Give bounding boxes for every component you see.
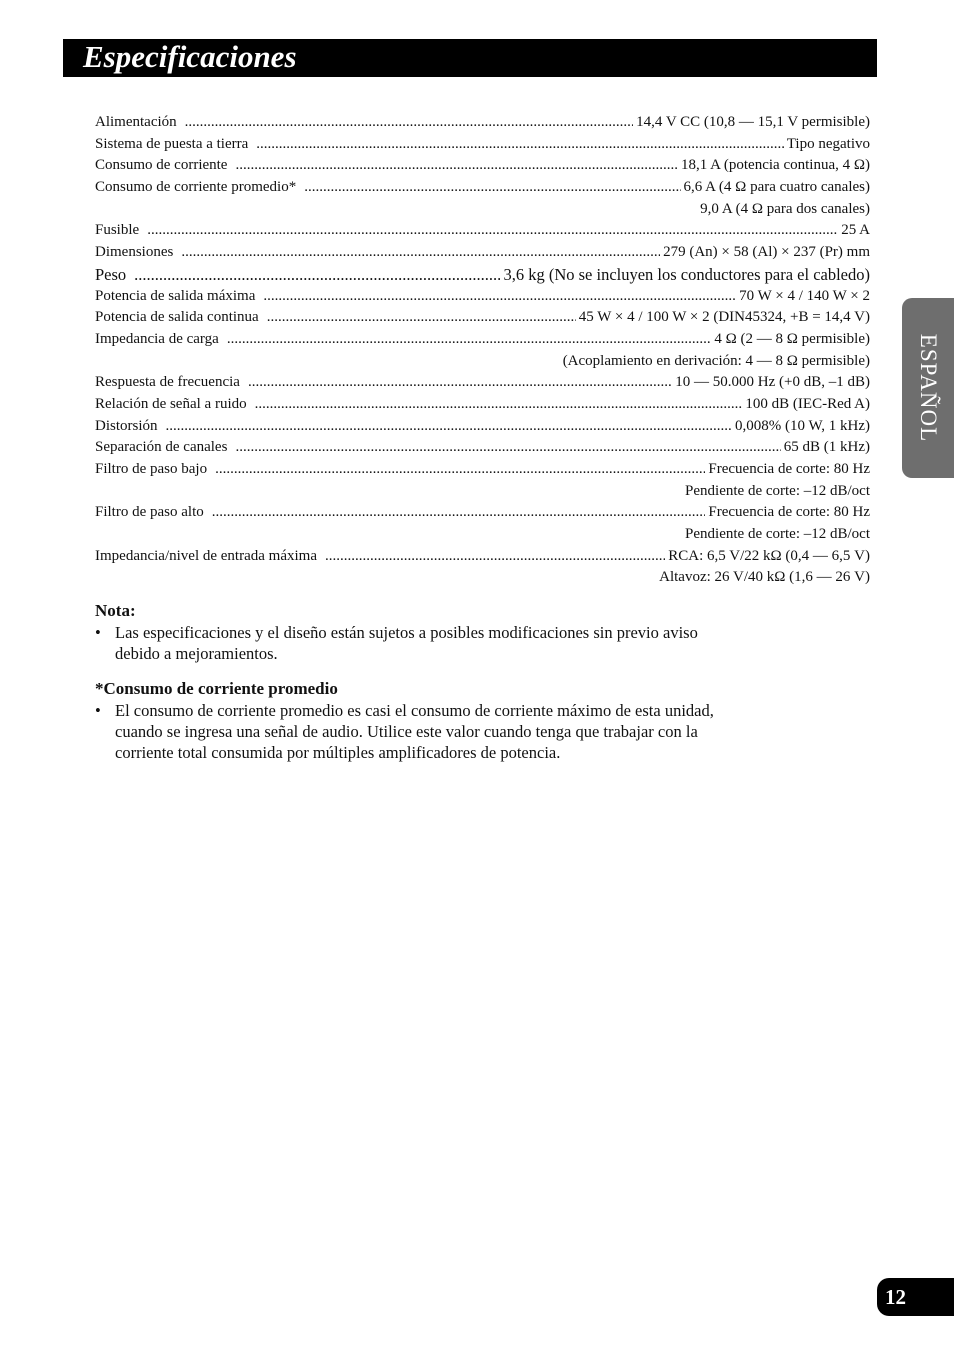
dot-leader: [227, 329, 712, 351]
dot-leader: [181, 242, 660, 264]
nota-bullet-text: Las especificaciones y el diseño están sujetos a posibles modificaciones sin previo aviso debido a mejoramientos.: [115, 623, 698, 663]
spec-label: Filtro de paso bajo: [95, 461, 208, 477]
spec-label: Potencia de salida continua: [95, 309, 259, 326]
dot-leader: [235, 155, 678, 177]
spec-label: Filtro de paso alto: [95, 504, 204, 521]
spec-value: 9,0 A (4 Ω para dos canales): [700, 200, 870, 217]
dot-leader: [147, 220, 838, 242]
spec-row: [95, 437, 870, 459]
spec-label: Peso: [95, 264, 127, 284]
spec-label: Potencia de salida máxima: [95, 287, 256, 304]
spec-label: Relación de señal a ruido: [95, 395, 247, 412]
spec-value: Pendiente de corte: –12 dB/oct: [685, 526, 870, 543]
spec-value: 0,008% (10 W, 1 kHz): [735, 417, 870, 434]
dot-leader: [255, 394, 743, 416]
spec-row-continuation: [95, 351, 870, 373]
spec-row-continuation: [95, 567, 870, 589]
spec-label: Consumo de corriente promedio*: [95, 179, 297, 196]
dot-leader: [235, 437, 780, 459]
spec-row: [95, 502, 870, 524]
page-title: Especificaciones: [83, 39, 297, 74]
spec-value: Tipo negativo: [786, 135, 870, 152]
spec-label: Impedancia/nivel de entrada máxima: [95, 547, 317, 564]
consumo-bullet-text: El consumo de corriente promedio es casi el consumo de corriente máximo de esta unidad, cuando se ingresa una señal de audio. Utilice este valor cuando tenga que trabajar con la corriente total consumida por múltiples amplificadores de potencia.: [115, 701, 714, 762]
spec-value: 10 — 50.000 Hz (+0 dB, –1 dB): [675, 374, 870, 391]
spec-row: [95, 112, 870, 134]
dot-leader: [304, 177, 680, 199]
nota-heading: Nota:: [95, 601, 136, 620]
spec-value: Frecuencia de corte: 80 Hz: [708, 461, 870, 477]
consumo-bullet: [95, 700, 735, 763]
page-number: 12: [885, 1285, 906, 1309]
spec-label: Respuesta de frecuencia: [95, 374, 240, 391]
spec-row: [95, 242, 870, 264]
title-bar: [63, 39, 877, 77]
spec-row: [95, 220, 870, 242]
spec-value: 279 (An) × 58 (Al) × 237 (Pr) mm: [663, 244, 870, 261]
spec-row: [95, 329, 870, 351]
spec-label: Sistema de puesta a tierra: [95, 135, 249, 152]
consumo-heading: *Consumo de corriente promedio: [95, 679, 338, 698]
spec-row: [95, 546, 870, 568]
spec-value: 18,1 A (potencia continua, 4 Ω): [680, 157, 870, 174]
spec-value: Pendiente de corte: –12 dB/oct: [685, 482, 870, 499]
spec-row: [95, 155, 870, 177]
spec-row: [95, 307, 870, 329]
language-tab: [902, 298, 954, 478]
page-number-badge: [877, 1278, 954, 1316]
spec-value: 6,6 A (4 Ω para cuatro canales): [683, 179, 870, 196]
dot-leader: [215, 459, 705, 481]
spec-value: 70 W × 4 / 140 W × 2: [739, 287, 870, 304]
spec-row: [95, 177, 870, 199]
dot-leader: [248, 372, 672, 394]
spec-row-continuation: [95, 524, 870, 546]
specifications-list: [95, 112, 870, 589]
spec-label: Distorsión: [95, 417, 158, 434]
spec-value: Frecuencia de corte: 80 Hz: [708, 504, 870, 521]
dot-leader: [166, 416, 732, 438]
spec-label: Separación de canales: [95, 439, 228, 456]
spec-value: (Acoplamiento en derivación: 4 — 8 Ω permisible): [562, 352, 870, 369]
spec-value: 14,4 V CC (10,8 — 15,1 V permisible): [636, 114, 870, 130]
spec-value: 65 dB (1 kHz): [783, 439, 870, 456]
spec-row: [95, 134, 870, 156]
spec-row: [95, 372, 870, 394]
dot-leader: [325, 546, 665, 568]
dot-leader: [256, 134, 784, 156]
spec-row: [95, 394, 870, 416]
spec-value: 3,6 kg (No se incluyen los conductores para el cabledo): [503, 264, 870, 284]
spec-row-continuation: [95, 199, 870, 221]
spec-label: Consumo de corriente: [95, 157, 228, 174]
spec-row-continuation: [95, 481, 870, 503]
spec-value: 25 A: [841, 222, 870, 239]
spec-row: [95, 459, 870, 481]
spec-label: Impedancia de carga: [95, 330, 219, 347]
spec-value: 100 dB (IEC-Red A): [745, 395, 870, 412]
dot-leader: [263, 286, 736, 308]
dot-leader: [185, 112, 633, 134]
spec-row: [95, 416, 870, 438]
dot-leader: [134, 264, 500, 286]
spec-row: [95, 264, 870, 286]
notes-section: [95, 600, 735, 763]
spec-label: Alimentación: [95, 114, 177, 130]
dot-leader: [267, 307, 576, 329]
dot-leader: [212, 502, 706, 524]
language-tab-label: ESPAÑOL: [916, 333, 941, 443]
bullet-mark: •: [95, 623, 101, 642]
spec-value: 45 W × 4 / 100 W × 2 (DIN45324, +B = 14,4 V): [578, 309, 870, 326]
bullet-mark: •: [95, 701, 101, 720]
spec-value: Altavoz: 26 V/40 kΩ (1,6 — 26 V): [659, 569, 870, 586]
spec-value: RCA: 6,5 V/22 kΩ (0,4 — 6,5 V): [668, 547, 870, 564]
spec-label: Fusible: [95, 222, 140, 239]
spec-value: 4 Ω (2 — 8 Ω permisible): [714, 330, 870, 347]
spec-row: [95, 286, 870, 308]
nota-bullet: [95, 622, 735, 664]
spec-label: Dimensiones: [95, 244, 174, 261]
